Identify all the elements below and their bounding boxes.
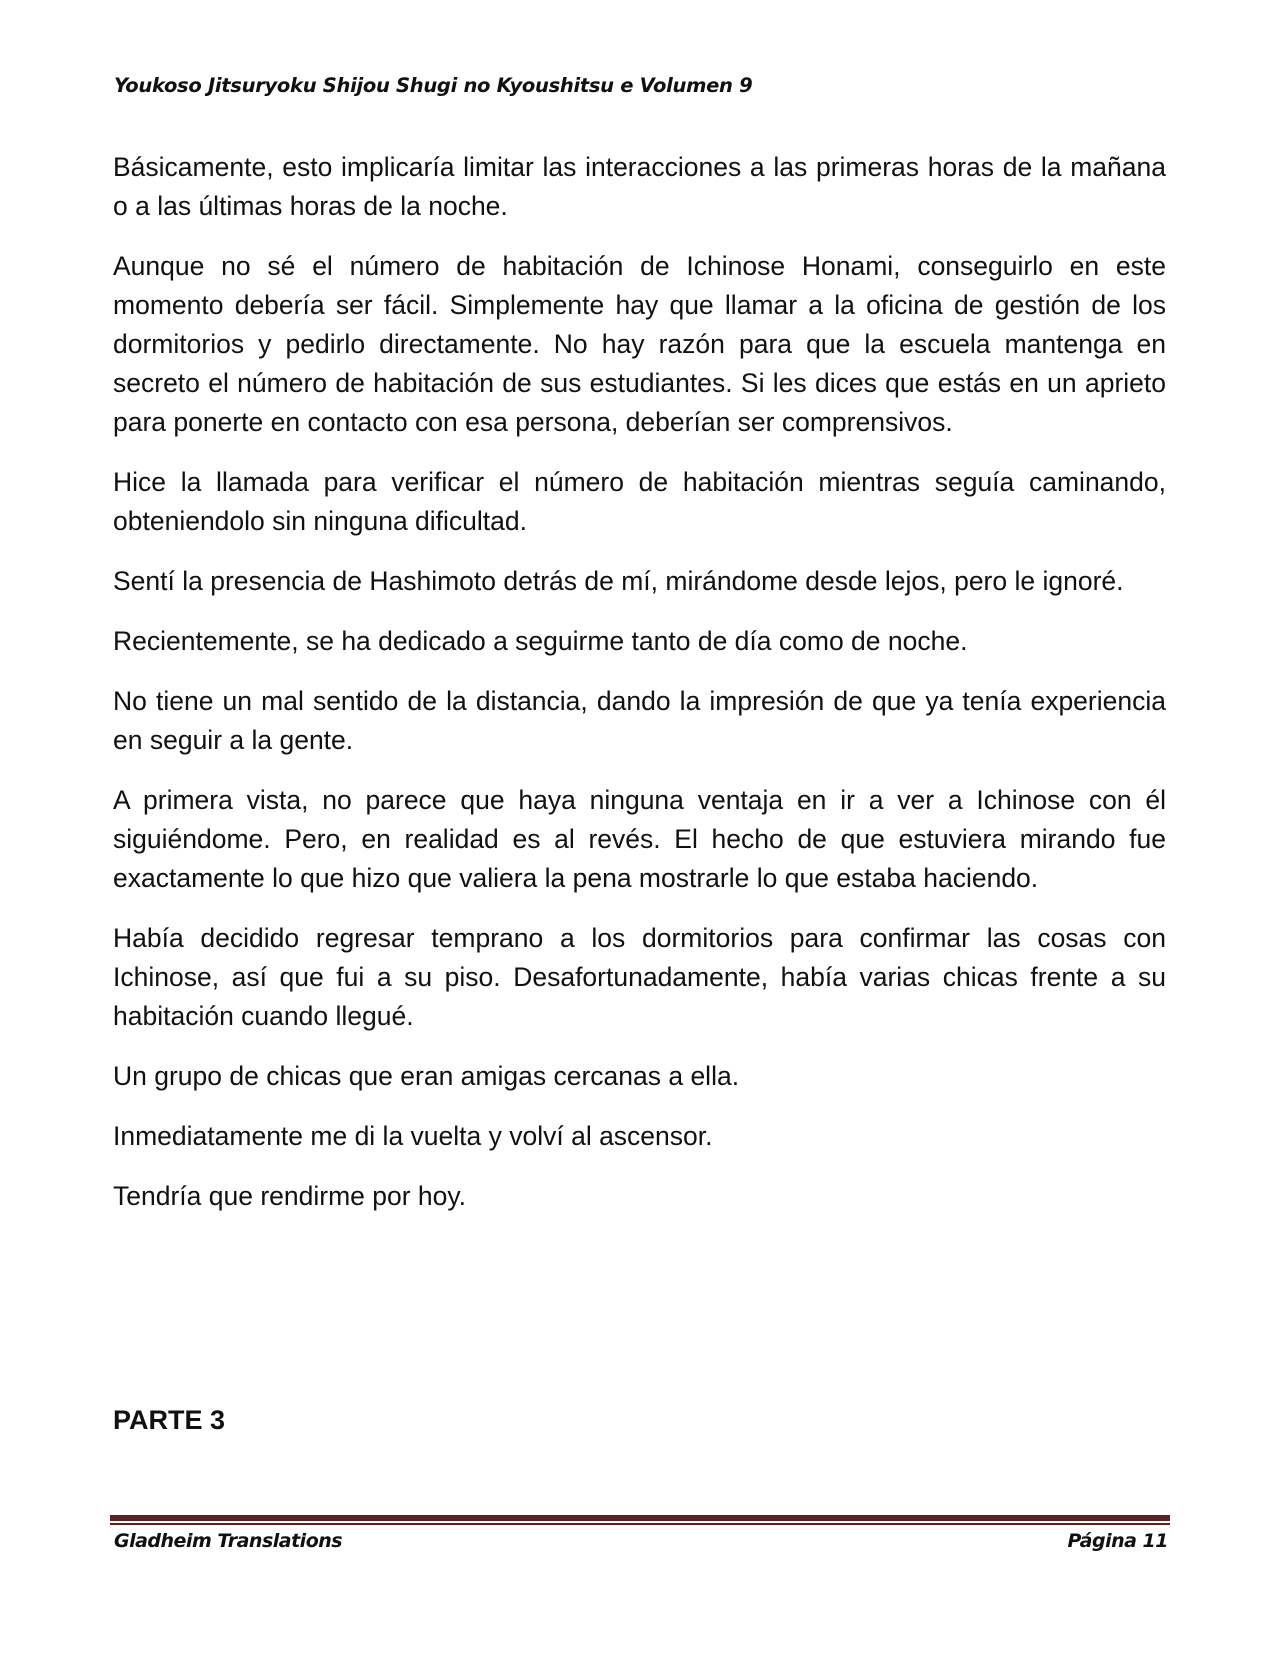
footer-rule-thick <box>110 1515 1170 1521</box>
page-body <box>113 148 1166 1237</box>
running-header: Youkoso Jitsuryoku Shijou Shugi no Kyoushitsu e Volumen 9 <box>114 74 753 97</box>
paragraph: Sentí la presencia de Hashimoto detrás de mí, mirándome desde lejos, pero le ignoré. <box>113 566 1124 596</box>
paragraph: Un grupo de chicas que eran amigas cercanas a ella. <box>113 1061 740 1091</box>
paragraph: No tiene un mal sentido de la distancia, dando la impresión de que ya tenía experiencia en seguir a la gente. <box>113 686 1166 755</box>
paragraph: Inmediatamente me di la vuelta y volví al ascensor. <box>113 1121 713 1151</box>
footer-translator: Gladheim Translations <box>114 1530 343 1552</box>
paragraph: Hice la llamada para verificar el número de habitación mientras seguía caminando, obteniendolo sin ninguna dificultad. <box>113 467 1166 536</box>
paragraph: Aunque no sé el número de habitación de Ichinose Honami, conseguirlo en este momento debería ser fácil. Simplemente hay que llamar a la oficina de gestión de los dormitorios y pedirlo directamente. No hay razón para que la escuela mantenga en secreto el número de habitación de sus estudiantes. Si les dices que estás en un aprieto para ponerte en contacto con esa persona, deberían ser comprensivos. <box>113 251 1166 437</box>
footer-rule-thin <box>110 1523 1170 1525</box>
paragraph: Había decidido regresar temprano a los dormitorios para confirmar las cosas con Ichinose, así que fui a su piso. Desafortunadamente, había varias chicas frente a su habitación cuando llegué. <box>113 923 1166 1031</box>
page-number: Página 11 <box>1067 1530 1168 1552</box>
paragraph: Tendría que rendirme por hoy. <box>113 1181 467 1211</box>
paragraph: Recientemente, se ha dedicado a seguirme tanto de día como de noche. <box>113 626 968 656</box>
paragraph: Básicamente, esto implicaría limitar las interacciones a las primeras horas de la mañana o a las últimas horas de la noche. <box>113 152 1166 221</box>
paragraph: A primera vista, no parece que haya ninguna ventaja en ir a ver a Ichinose con él siguiéndome. Pero, en realidad es al revés. El hecho de que estuviera mirando fue exactamente lo que hizo que valiera la pena mostrarle lo que estaba haciendo. <box>113 785 1166 893</box>
section-heading: PARTE 3 <box>113 1405 226 1435</box>
